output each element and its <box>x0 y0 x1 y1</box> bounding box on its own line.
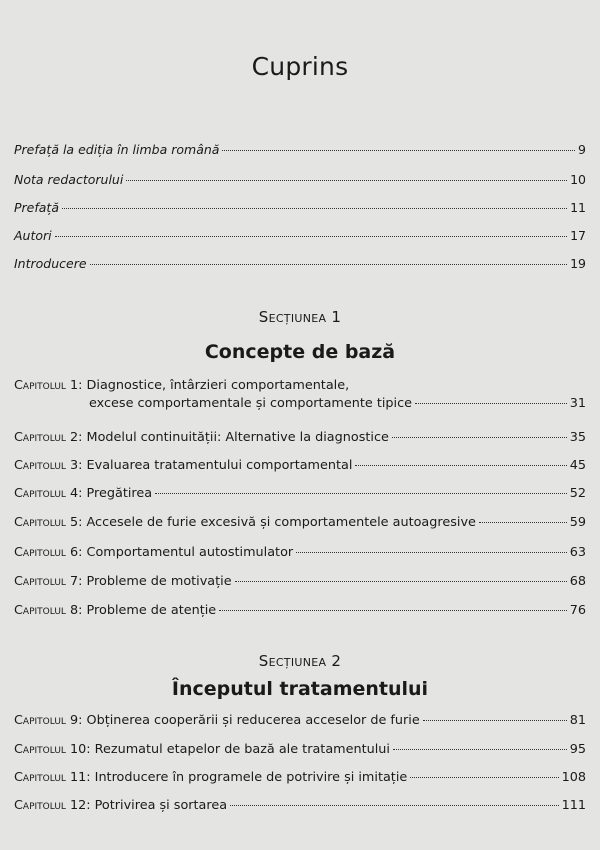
chapter-number: Capitolul 8: <box>14 603 83 618</box>
chapter-page: 45 <box>569 458 586 473</box>
toc-entry[interactable] <box>14 228 586 244</box>
dot-leader <box>392 437 567 438</box>
toc-entry-label: Prefață la ediția în limba română <box>14 142 220 157</box>
chapter-title: Evaluarea tratamentului comportamental <box>86 458 353 473</box>
chapter-title: Probleme de motivație <box>86 574 232 589</box>
toc-entry-page: 9 <box>578 142 586 157</box>
chapter-entry[interactable] <box>14 458 586 474</box>
chapter-title: Obținerea cooperării și reducerea acceselor de furie <box>86 713 420 728</box>
chapter-entry[interactable] <box>14 574 586 590</box>
chapter-entry[interactable] <box>14 515 586 531</box>
chapter-number: Capitolul 5: <box>14 515 83 530</box>
chapter-number: Capitolul 7: <box>14 574 83 589</box>
chapter-title: Pregătirea <box>86 486 153 501</box>
chapter-entry[interactable] <box>14 486 586 502</box>
toc-entry[interactable] <box>14 142 586 158</box>
chapter-title: Introducere în programele de potrivire și imitație <box>94 770 408 785</box>
chapter-entry[interactable] <box>14 798 586 814</box>
chapter-title: Potrivirea și sortarea <box>94 798 228 813</box>
chapter-page: 68 <box>569 574 586 589</box>
section-kicker: Secțiunea 1 <box>258 308 342 326</box>
chapter-number: Capitolul 6: <box>14 545 83 560</box>
chapter-number: Capitolul 2: <box>14 430 83 445</box>
chapter-number: Capitolul 12: <box>14 798 91 813</box>
chapter-number: Capitolul 3: <box>14 458 83 473</box>
chapter-entry[interactable] <box>14 430 586 446</box>
toc-entry-label: Nota redactorului <box>14 172 124 187</box>
toc-entry-page: 17 <box>570 228 586 243</box>
chapter-title: Diagnostice, întârzieri comportamentale, <box>86 378 350 393</box>
chapter-title: Modelul continuității: Alternative la diagnostice <box>86 430 389 445</box>
chapter-page: 108 <box>561 770 586 785</box>
section-kicker: Secțiunea 2 <box>258 652 342 670</box>
toc-entry-label: Autori <box>14 228 52 243</box>
chapter-entry[interactable] <box>14 545 586 561</box>
chapter-number: Capitolul 10: <box>14 742 91 757</box>
chapter-page: 35 <box>569 430 586 445</box>
dot-leader <box>222 150 575 151</box>
chapter-page: 76 <box>569 603 586 618</box>
chapter-page: 95 <box>569 742 586 757</box>
dot-leader <box>410 777 558 778</box>
toc-entry-page: 19 <box>570 256 586 271</box>
chapter-entry[interactable] <box>14 713 586 729</box>
dot-leader <box>296 552 567 553</box>
chapter-page: 81 <box>569 713 586 728</box>
toc-entry-page: 11 <box>570 200 586 215</box>
toc-entry[interactable] <box>14 172 586 188</box>
chapter-number: Capitolul 4: <box>14 486 83 501</box>
chapter-entry[interactable] <box>14 603 586 619</box>
toc-entry-page: 10 <box>570 172 586 187</box>
chapter-title: Probleme de atenție <box>86 603 217 618</box>
toc-entry-label: Prefață <box>14 200 59 215</box>
dot-leader <box>415 403 567 404</box>
toc-entry[interactable] <box>14 200 586 216</box>
dot-leader <box>423 720 567 721</box>
dot-leader <box>355 465 566 466</box>
dot-leader <box>90 264 568 265</box>
chapter-title: Comportamentul autostimulator <box>86 545 294 560</box>
chapter-page: 52 <box>569 486 586 501</box>
chapter-page: 59 <box>569 515 586 530</box>
chapter-page: 63 <box>569 545 586 560</box>
chapter-entry[interactable] <box>14 770 586 786</box>
chapter-number: Capitolul 11: <box>14 770 91 785</box>
chapter-number: Capitolul 1: <box>14 378 83 393</box>
dot-leader <box>126 180 567 181</box>
chapter-page: 31 <box>569 396 586 411</box>
dot-leader <box>62 208 567 209</box>
section-title: Concepte de bază <box>204 341 396 363</box>
dot-leader <box>393 749 567 750</box>
chapter-page: 111 <box>561 798 586 813</box>
dot-leader <box>235 581 567 582</box>
dot-leader <box>219 610 567 611</box>
dot-leader <box>55 236 567 237</box>
chapter-entry[interactable] <box>14 378 586 412</box>
dot-leader <box>479 522 567 523</box>
chapter-title: Rezumatul etapelor de bază ale tratamentului <box>94 742 390 757</box>
chapter-title-continued: excese comportamentale și comportamente tipice <box>89 396 412 411</box>
toc-entry-label: Introducere <box>14 256 87 271</box>
dot-leader <box>230 805 558 806</box>
dot-leader <box>155 493 567 494</box>
page-title: Cuprins <box>251 52 349 81</box>
chapter-title: Accesele de furie excesivă și comportamentele autoagresive <box>86 515 476 530</box>
toc-entry[interactable] <box>14 256 586 272</box>
chapter-number: Capitolul 9: <box>14 713 83 728</box>
chapter-entry[interactable] <box>14 742 586 758</box>
section-title: Începutul tratamentului <box>171 678 429 700</box>
